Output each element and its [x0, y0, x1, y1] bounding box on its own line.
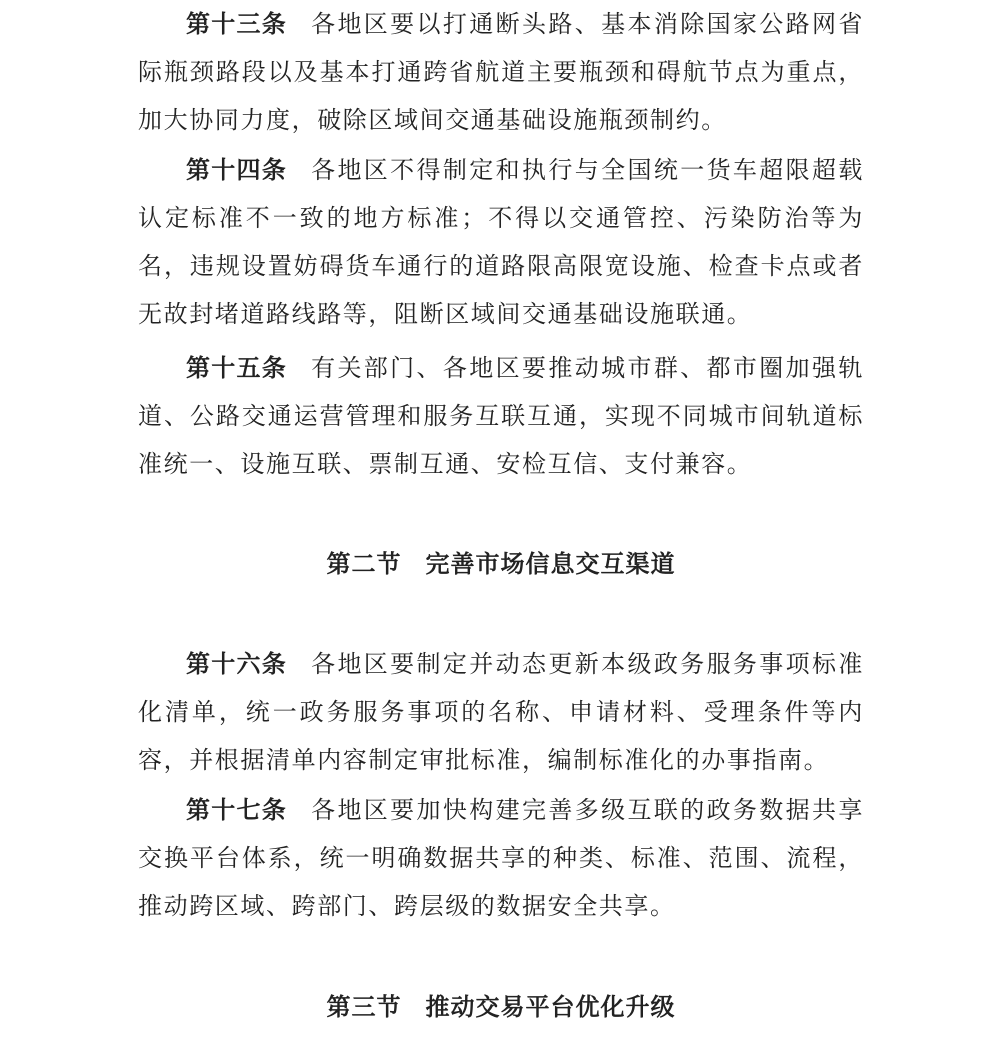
article-number: 第十六条 — [186, 650, 288, 678]
article-text: 各地区要加快构建完善多级互联的政务数据共享交换平台体系，统一明确数据共享的种类、标准、范围、流程，推动跨区域、跨部门、跨层级的数据安全共享。 — [138, 796, 865, 920]
section-title-2 — [138, 540, 864, 588]
article-number: 第十四条 — [186, 156, 288, 184]
article-number: 第十七条 — [186, 796, 288, 824]
article-16 — [138, 640, 864, 784]
article-17 — [138, 786, 864, 930]
section-heading: 完善市场信息交互渠道 — [425, 550, 676, 578]
section-number: 第二节 — [326, 550, 402, 578]
article-number: 第十三条 — [186, 10, 288, 38]
article-15 — [138, 344, 864, 488]
article-text: 各地区要以打通断头路、基本消除国家公路网省际瓶颈路段以及基本打通跨省航道主要瓶颈和碍航节点为重点，加大协同力度，破除区域间交通基础设施瓶颈制约。 — [138, 10, 865, 134]
section-number: 第三节 — [326, 993, 402, 1021]
article-text: 各地区要制定并动态更新本级政务服务事项标准化清单，统一政务服务事项的名称、申请材料、受理条件等内容，并根据清单内容制定审批标准，编制标准化的办事指南。 — [138, 650, 865, 774]
article-text: 有关部门、各地区要推动城市群、都市圈加强轨道、公路交通运营管理和服务互联互通，实现不同城市间轨道标准统一、设施互联、票制互通、安检互信、支付兼容。 — [138, 354, 865, 478]
article-number: 第十五条 — [186, 354, 288, 382]
section-title-3 — [138, 983, 864, 1031]
article-13 — [138, 0, 864, 144]
section-heading: 推动交易平台优化升级 — [425, 993, 676, 1021]
article-text: 各地区不得制定和执行与全国统一货车超限超载认定标准不一致的地方标准；不得以交通管控、污染防治等为名，违规设置妨碍货车通行的道路限高限宽设施、检查卡点或者无故封堵道路线路等，阻断区域间交通基础设施联通。 — [138, 156, 865, 328]
article-14 — [138, 146, 864, 338]
